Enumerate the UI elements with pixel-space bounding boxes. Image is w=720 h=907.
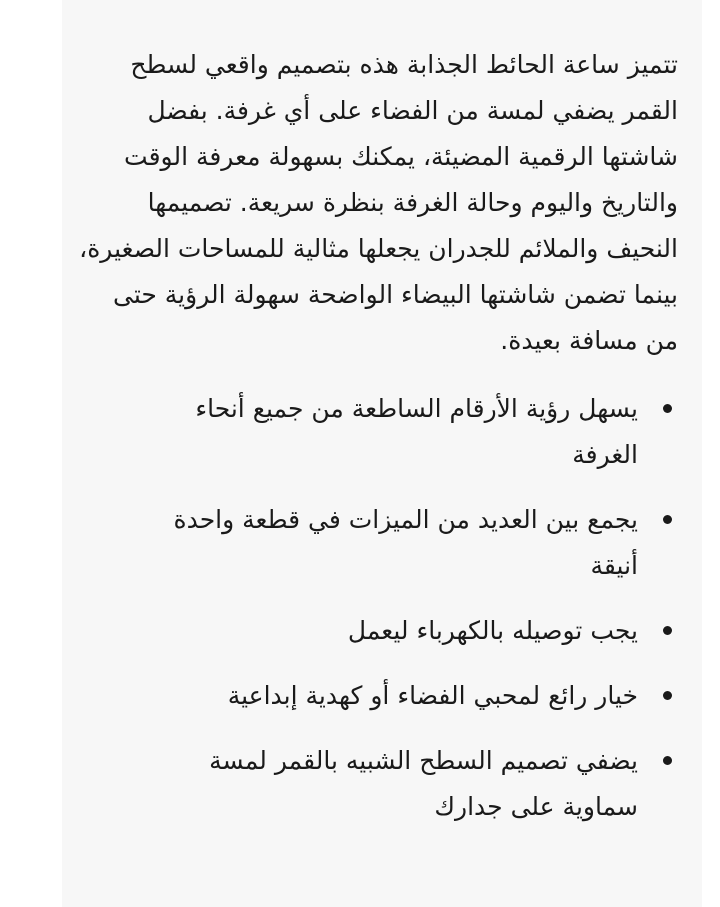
feature-item xyxy=(158,738,638,830)
product-description xyxy=(76,42,678,849)
feature-text: يجمع بين العديد من الميزات في قطعة واحدة أنيقة xyxy=(173,505,638,580)
bullet-icon xyxy=(663,756,672,765)
feature-text: خيار رائع لمحبي الفضاء أو كهدية إبداعية xyxy=(227,681,638,710)
feature-item xyxy=(158,673,638,719)
bullet-icon xyxy=(663,626,672,635)
feature-item xyxy=(158,608,638,654)
feature-text: يضفي تصميم السطح الشبيه بالقمر لمسة سماوية على جدارك xyxy=(209,746,638,821)
bullet-icon xyxy=(663,404,672,413)
intro-paragraph: تتميز ساعة الحائط الجذابة هذه بتصميم واقعي لسطح القمر يضفي لمسة من الفضاء على أي غرفة. بفضل شاشتها الرقمية المضيئة، يمكنك بسهولة معرفة الوقت والتاريخ واليوم وحالة الغرفة بنظرة سريعة. تصميمها النحيف والملائم للجدران يجعلها مثالية للمساحات الصغيرة، بينما تضمن شاشتها البيضاء الواضحة سهولة الرؤية حتى من مسافة بعيدة. xyxy=(79,50,678,355)
feature-list xyxy=(76,386,678,830)
bullet-icon xyxy=(663,691,672,700)
feature-text: يسهل رؤية الأرقام الساطعة من جميع أنحاء الغرفة xyxy=(195,394,638,469)
feature-item xyxy=(158,386,638,478)
feature-text: يجب توصيله بالكهرباء ليعمل xyxy=(347,616,638,645)
bullet-icon xyxy=(663,515,672,524)
feature-item xyxy=(158,497,638,589)
